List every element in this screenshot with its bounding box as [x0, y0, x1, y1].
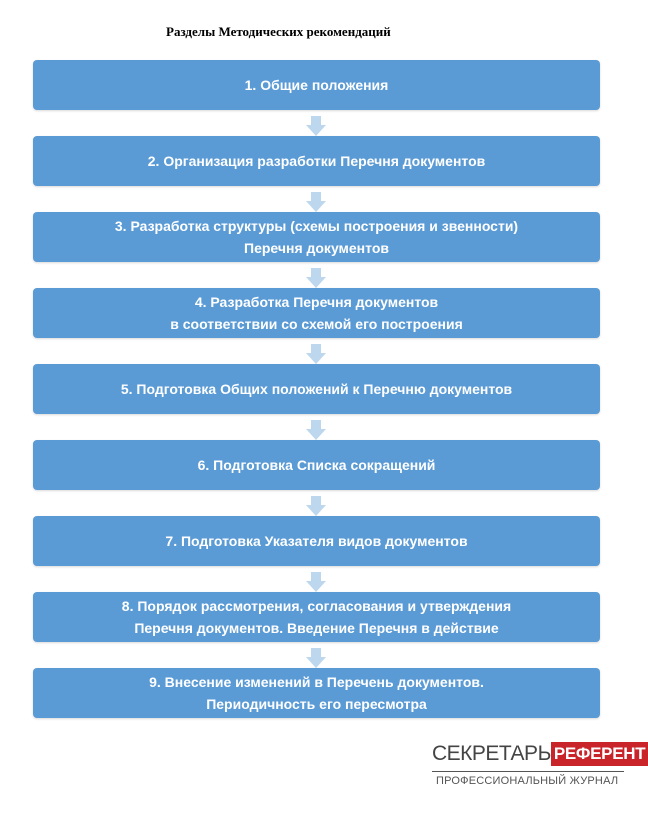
step-box-4	[33, 288, 600, 338]
step-box-6	[33, 440, 600, 490]
down-arrow-icon	[306, 268, 326, 288]
step-text-line: 7. Подготовка Указателя видов документов	[165, 533, 468, 549]
publisher-logo[interactable]	[432, 742, 646, 794]
logo-subtitle: ПРОФЕССИОНАЛЬНЫЙ ЖУРНАЛ	[436, 775, 619, 787]
step-box-1	[33, 60, 600, 110]
step-text-line: 6. Подготовка Списка сокращений	[197, 457, 436, 473]
step-text-line: в соответствии со схемой его построения	[170, 316, 463, 332]
down-arrow-icon	[306, 192, 326, 212]
logo-divider	[432, 771, 624, 772]
step-box-9	[33, 668, 600, 718]
step-box-3	[33, 212, 600, 262]
down-arrow-icon	[306, 344, 326, 364]
step-text-line: Периодичность его пересмотра	[206, 696, 427, 712]
step-box-5	[33, 364, 600, 414]
logo-name-part1: СЕКРЕТАРЬ	[432, 742, 551, 765]
down-arrow-icon	[306, 116, 326, 136]
down-arrow-icon	[306, 572, 326, 592]
down-arrow-icon	[306, 420, 326, 440]
diagram-title: Разделы Методических рекомендаций	[166, 24, 391, 39]
step-text-line: 9. Внесение изменений в Перечень документов.	[149, 674, 484, 690]
step-text-line: 2. Организация разработки Перечня документов	[147, 153, 486, 169]
step-text-line: 1. Общие положения	[244, 77, 389, 93]
step-box-2	[33, 136, 600, 186]
step-text-line: Перечня документов	[244, 240, 389, 256]
step-box-7	[33, 516, 600, 566]
step-text-line: 3. Разработка структуры (схемы построения и звенности)	[114, 218, 519, 234]
step-text-line: 4. Разработка Перечня документов	[194, 294, 439, 310]
logo-name-part2: РЕФЕРЕНТ	[551, 742, 648, 766]
step-text-line: Перечня документов. Введение Перечня в действие	[134, 620, 499, 636]
down-arrow-icon	[306, 648, 326, 668]
step-text-line: 5. Подготовка Общих положений к Перечню документов	[120, 381, 513, 397]
step-text-line: 8. Порядок рассмотрения, согласования и утверждения	[121, 598, 512, 614]
step-box-8	[33, 592, 600, 642]
down-arrow-icon	[306, 496, 326, 516]
